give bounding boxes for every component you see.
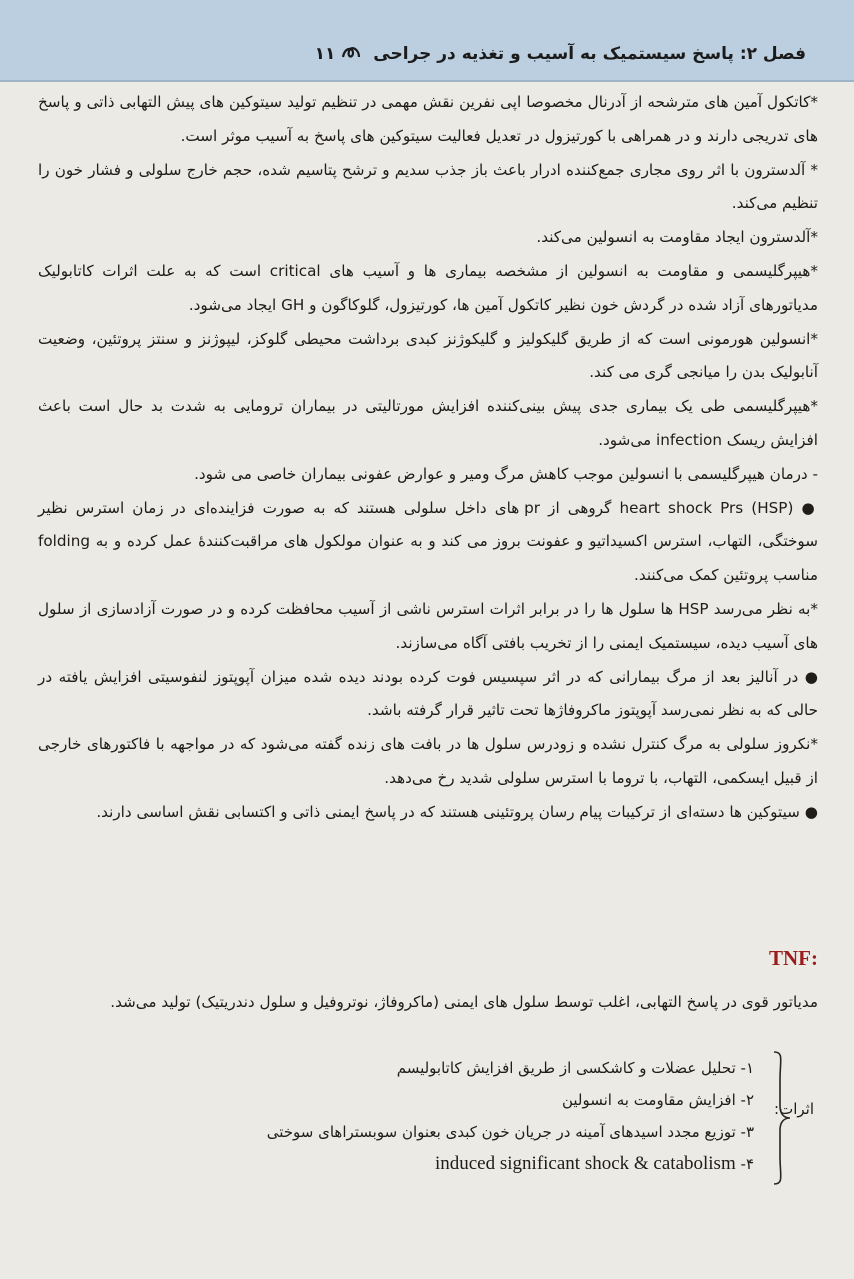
paragraph: *هیپرگلیسمی طی یک بیماری جدی پیش بینی‌کننده افزایش مورتالیتی در بیماران ترومایی به شدت بد حال است باعث افزایش ریسک infection می‌شود. bbox=[38, 397, 818, 449]
paragraph: ● (HSP) heart shock Prs گروهی از pr های داخل سلولی هستند که به صورت فزاینده‌ای در زمان استرس نظیر سوختگی، التهاب، استرس اکسیداتیو و عفونت بروز می کند و به عنوان مولکول های مراقبت‌کنندهٔ عمل کرده و به folding مناسب پروتئین کمک می‌کنند. bbox=[38, 498, 818, 585]
tnf-heading: :TNF bbox=[769, 946, 818, 970]
tnf-description: مدیاتور قوی در پاسخ التهابی، اغلب توسط سلول های ایمنی (ماکروفاژ، نوتروفیل و سلول دندریتیک) تولید می‌شد. bbox=[110, 993, 818, 1011]
paragraph: *انسولین هورمونی است که از طریق گلیکولیز و گلیکوژنز کبدی برداشت محیطی گلوکز، لیپوژنز و سنتز پروتئین، وضعیت آنابولیک بدن را میانجی گری می کند. bbox=[38, 329, 818, 382]
effects-list bbox=[267, 1052, 754, 1180]
chapter-header bbox=[0, 0, 854, 82]
paragraph: *نکروز سلولی به مرگ کنترل نشده و زودرس سلول ها در بافت های زنده گفته می‌شود که در مواجهه با فاکتورهای خارجی از قبیل ایسکمی، التهاب، با تروما با استرس سلولی شدید رخ می‌دهد. bbox=[38, 735, 818, 787]
paragraph: *هیپرگلیسمی و مقاومت به انسولین از مشخصه بیماری ها و آسیب های critical است که به علت اثرات کاتابولیک مدیاتورهای آزاد شده در گردش خون نظیر کاتکول آمین ها، کورتیزول، گلوکاگون و GH ایجاد می‌شود. bbox=[38, 261, 818, 314]
paragraph: - درمان هیپرگلیسمی با انسولین موجب کاهش مرگ ومیر و عوارض عفونی بیماران خاصی می شود. bbox=[194, 464, 818, 483]
chapter-title bbox=[315, 44, 806, 64]
paragraph: * آلدسترون با اثر روی مجاری جمع‌کننده ادرار باعث باز جذب سدیم و ترشح پتاسیم شده، حجم خارج سلولی و فشار خون را تنظیم می‌کند. bbox=[38, 160, 818, 213]
paragraph: *به نظر می‌رسد HSP ها سلول ها را در برابر اثرات استرس ناشی از آسیب محافظت کرده و در صورت آزادسازی از سلول های آسیب دیده، سیستمیک ایمنی را از تخریب بافتی آگاه می‌سازند. bbox=[38, 599, 818, 652]
list-item: ۱- تحلیل عضلات و کاشکسی از طریق افزایش کاتابولیسم bbox=[396, 1059, 754, 1077]
list-item: ۲- افزایش مقاومت به انسولین bbox=[561, 1091, 754, 1109]
paragraph: *کاتکول آمین های مترشحه از آدرنال مخصوصا اپی نفرین نقش مهمی در تنظیم تولید سیتوکین های پیش التهابی ذاتی و پاسخ های تدریجی دارند و در همراهی با کورتیزول در تعدیل فعالیت سیتوکین های پاسخ به آسیب موثر است. bbox=[38, 93, 818, 145]
paragraph: ● سیتوکین ها دسته‌ای از ترکیبات پیام رسان پروتئینی هستند که در پاسخ ایمنی ذاتی و اکتسابی نقش اساسی دارند. bbox=[96, 802, 818, 821]
brace-icon bbox=[770, 1050, 792, 1186]
paragraph: ● در آنالیز بعد از مرگ بیمارانی که در اثر سپسیس فوت کرده بودند دیده شده میزان آپوپتوز لنفوسیتی افزایش یافته در حالی که به نظر نمی‌رسد آپوپتوز ماکروفاژها تحت تاثیر قرار گرفته باشد. bbox=[38, 667, 818, 720]
list-item-number: ۴- bbox=[740, 1155, 754, 1173]
page-number: ۱۱ bbox=[314, 44, 336, 64]
bookmark-icon bbox=[341, 45, 361, 61]
paragraph: *آلدسترون ایجاد مقاومت به انسولین می‌کند. bbox=[536, 228, 818, 247]
chapter-title-text: فصل ۲: پاسخ سیستمیک به آسیب و تغذیه در جراحی bbox=[373, 44, 806, 64]
list-item-text: induced significant shock & catabolism bbox=[434, 1153, 736, 1174]
list-item: ۳- توزیع مجدد اسیدهای آمینه در جریان خون کبدی بعنوان سوبستراهای سوختی bbox=[266, 1123, 754, 1141]
effects-label: اثرات: bbox=[774, 1100, 814, 1118]
body-text bbox=[38, 86, 818, 830]
list-item bbox=[267, 1148, 754, 1180]
